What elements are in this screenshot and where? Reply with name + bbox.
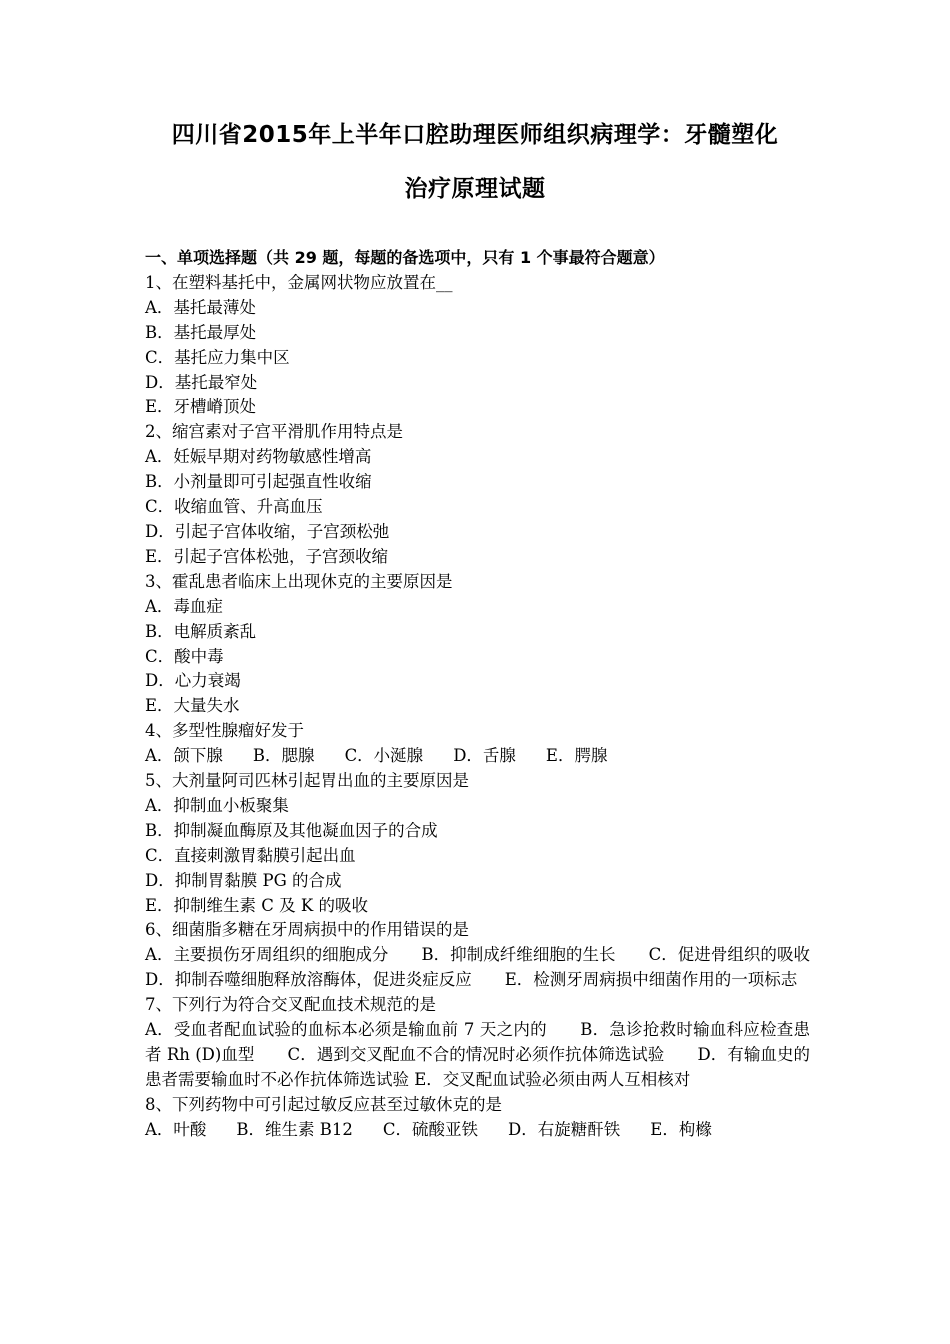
question-5-option-e: E．抑制维生素 C 及 K 的吸收 (145, 895, 368, 915)
question-5-option-d: D．抑制胃黏膜 PG 的合成 (145, 870, 342, 890)
question-2-option-c: C．收缩血管、升高血压 (145, 497, 323, 517)
document-title-line-1: 四川省2015年上半年口腔助理医师组织病理学：牙髓塑化 (171, 122, 779, 148)
question-6-options: A．主要损伤牙周组织的细胞成分 B．抑制成纤维细胞的生长 C．促进骨组织的吸收 D．抑制吞噬细胞释放溶酶体，促进炎症反应 E．检测牙周病损中细菌作用的一项标志 (145, 945, 843, 990)
question-4-stem: 4、多型性腺瘤好发于 (145, 721, 304, 741)
question-3-option-a: A．毒血症 (145, 596, 223, 616)
document-title-line-2: 治疗原理试题 (404, 176, 546, 202)
section-heading: 一、单项选择题（共 29 题，每题的备选项中，只有 1 个事最符合题意） (145, 248, 665, 267)
question-8-options (145, 1118, 810, 1143)
question-3-stem: 3、霍乱患者临床上出现休克的主要原因是 (145, 571, 453, 591)
question-4-option-d: D．舌腺 (453, 746, 516, 766)
question-4-options (145, 744, 810, 769)
question-1-option-b: B．基托最厚处 (145, 322, 257, 342)
question-3-option-b: B．电解质紊乱 (145, 621, 257, 641)
question-1-option-c: C．基托应力集中区 (145, 347, 290, 367)
question-4-option-a: A．颌下腺 (145, 746, 223, 766)
question-3-option-d: D．心力衰竭 (145, 671, 241, 691)
question-2-option-b: B．小剂量即可引起强直性收缩 (145, 472, 372, 492)
question-2-option-d: D．引起子宫体收缩，子宫颈松弛 (145, 521, 390, 541)
question-3-option-c: C．酸中毒 (145, 646, 224, 666)
question-8-option-a: A．叶酸 (145, 1119, 207, 1139)
question-5-option-c: C．直接刺激胃黏膜引起出血 (145, 845, 356, 865)
question-5-option-a: A．抑制血小板聚集 (145, 795, 289, 815)
question-1-option-e: E．牙槽嵴顶处 (145, 397, 257, 417)
question-2-stem: 2、缩宫素对子宫平滑肌作用特点是 (145, 422, 403, 442)
question-8-option-c: C．硫酸亚铁 (382, 1119, 479, 1139)
question-1-stem: 1、在塑料基托中，金属网状物应放置在__ (145, 272, 453, 292)
question-4-option-c: C．小涎腺 (344, 746, 424, 766)
question-3-option-e: E．大量失水 (145, 696, 240, 716)
question-8-stem: 8、下列药物中可引起过敏反应甚至过敏休克的是 (145, 1094, 502, 1114)
question-7-stem: 7、下列行为符合交叉配血技术规范的是 (145, 995, 436, 1015)
question-8-option-b: B．维生素 B12 (236, 1119, 353, 1139)
question-4-option-b: B．腮腺 (252, 746, 315, 766)
question-7-options: A．受血者配血试验的血标本必须是输血前 7 天之内的 B．急诊抢救时输血科应检查患者 Rh (D)血型 C．遇到交叉配血不合的情况时必须作抗体筛选试验 D．有输血史的患者需要输血时不必作抗体筛选试验 E．交叉配血试验必须由两人互相核对 (145, 1020, 810, 1089)
question-5-option-b: B．抑制凝血酶原及其他凝血因子的合成 (145, 820, 438, 840)
question-1-option-d: D．基托最窄处 (145, 372, 258, 392)
question-6-stem: 6、细菌脂多糖在牙周病损中的作用错误的是 (145, 920, 469, 940)
question-2-option-a: A．妊娠早期对药物敏感性增高 (145, 447, 372, 467)
question-5-stem: 5、大剂量阿司匹林引起胃出血的主要原因是 (145, 771, 469, 791)
question-8-option-e: E．枸橼 (650, 1119, 712, 1139)
question-2-option-e: E．引起子宫体松弛，子宫颈收缩 (145, 546, 389, 566)
question-1-option-a: A．基托最薄处 (145, 297, 256, 317)
question-list (145, 246, 843, 1143)
question-4-option-e: E．腭腺 (545, 746, 608, 766)
question-8-option-d: D．右旋糖酐铁 (508, 1119, 621, 1139)
